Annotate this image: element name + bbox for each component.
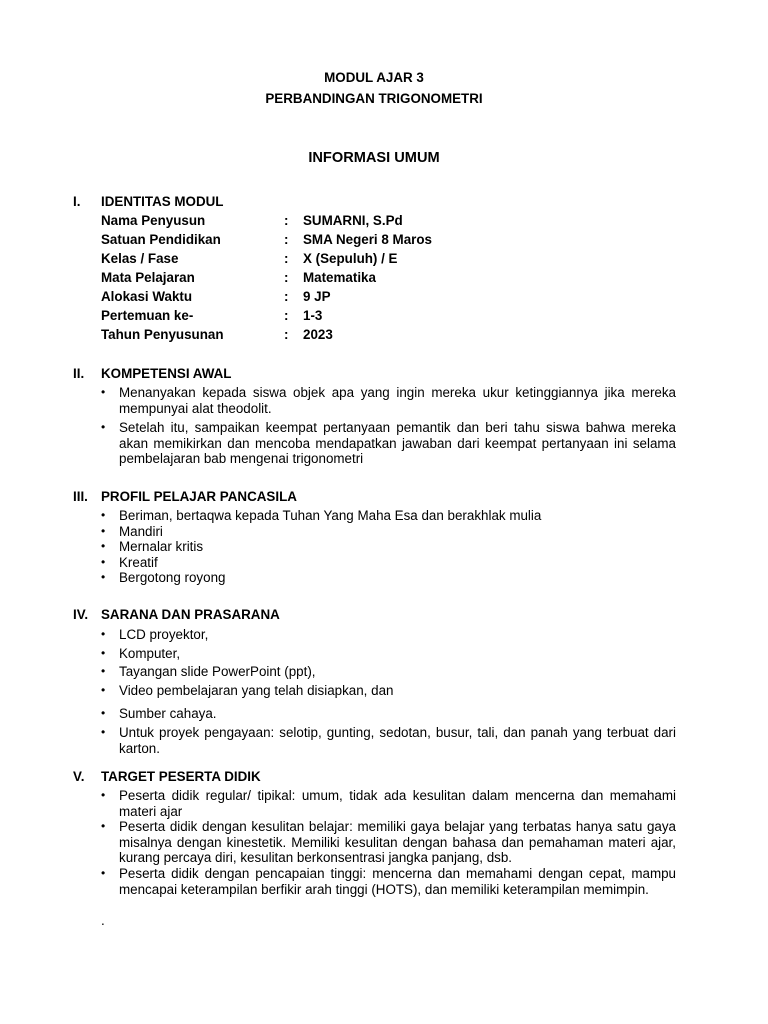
identity-table [101,213,432,346]
section-heading-target: V. TARGET PESERTA DIDIK [73,769,261,784]
identity-row: Tahun Penyusunan : 2023 [101,327,333,342]
list-item: • Setelah itu, sampaikan keempat pertanyaan pemantik dan beri tahu siswa bahwa mereka akan memikirkan dan mencoba mendapatkan jawaban dari keempat pertanyaan ini selama pembelajaran bab mengenai trigonometri [101,420,676,467]
section-heading-profil: III. PROFIL PELAJAR PANCASILA [73,489,297,504]
list-item: • Bergotong royong [101,570,226,586]
module-title: MODUL AJAR 3 [324,70,424,85]
trailing-dot: . [101,913,105,928]
list-item: • Peserta didik dengan pencapaian tinggi: mencerna dan memahami dengan cepat, mampu mencapai keterampilan berfikir arah tinggi (HOTS), dan memiliki keterampilan memimpin. [101,865,676,897]
target-list [101,788,676,897]
list-item: • Komputer, [101,645,181,661]
list-item: • Mernalar kritis [101,539,204,555]
list-item: • Beriman, bertaqwa kepada Tuhan Yang Maha Esa dan berakhlak mulia [101,508,542,523]
module-subtitle: PERBANDINGAN TRIGONOMETRI [265,91,483,106]
list-item: • Menanyakan kepada siswa objek apa yang ingin mereka ukur ketinggiannya jika mereka mempunyai alat theodolit. [101,385,676,416]
kompetensi-list [101,385,676,467]
identity-row: Pertemuan ke- : 1-3 [101,308,323,323]
list-item: • Peserta didik regular/ tipikal: umum, tidak ada kesulitan dalam mencerna dan memahami materi ajar [101,788,676,819]
section-heading-sarana: IV. SARANA DAN PRASARANA [73,607,280,622]
identity-row: Mata Pelajaran : Matematika [101,270,376,285]
list-item: • Video pembelajaran yang telah disiapkan, dan [101,682,394,698]
list-item: • Sumber cahaya. [101,706,217,722]
identity-row: Nama Penyusun : SUMARNI, S.Pd [101,213,403,228]
list-item: • Untuk proyek pengayaan: selotip, gunting, sedotan, busur, tali, dan panah yang terbuat dari karton. [101,724,676,756]
list-item: • Kreatif [101,554,158,570]
list-item: • Mandiri [101,523,163,539]
list-item: • Peserta didik dengan kesulitan belajar: memiliki gaya belajar yang terbatas hanya satu gaya misalnya dengan kinestetik. Memiliki kesulitan dengan bahasa dan pemahaman materi ajar, kurang percaya diri, kesulitan berkonsentrasi jangka panjang, dsb. [101,819,676,866]
profil-list [101,508,676,586]
list-item: • Tayangan slide PowerPoint (ppt), [101,664,316,680]
section-heading-identitas: I. IDENTITAS MODUL [73,194,224,209]
identity-row: Kelas / Fase : X (Sepuluh) / E [101,251,398,266]
identity-row: Satuan Pendidikan : SMA Negeri 8 Maros [101,232,432,247]
section-general-info: INFORMASI UMUM [308,150,440,166]
identity-row: Alokasi Waktu : 9 JP [101,289,331,304]
section-heading-kompetensi: II. KOMPETENSI AWAL [73,366,232,381]
sarana-list [101,627,676,756]
list-item: • LCD proyektor, [101,627,209,642]
